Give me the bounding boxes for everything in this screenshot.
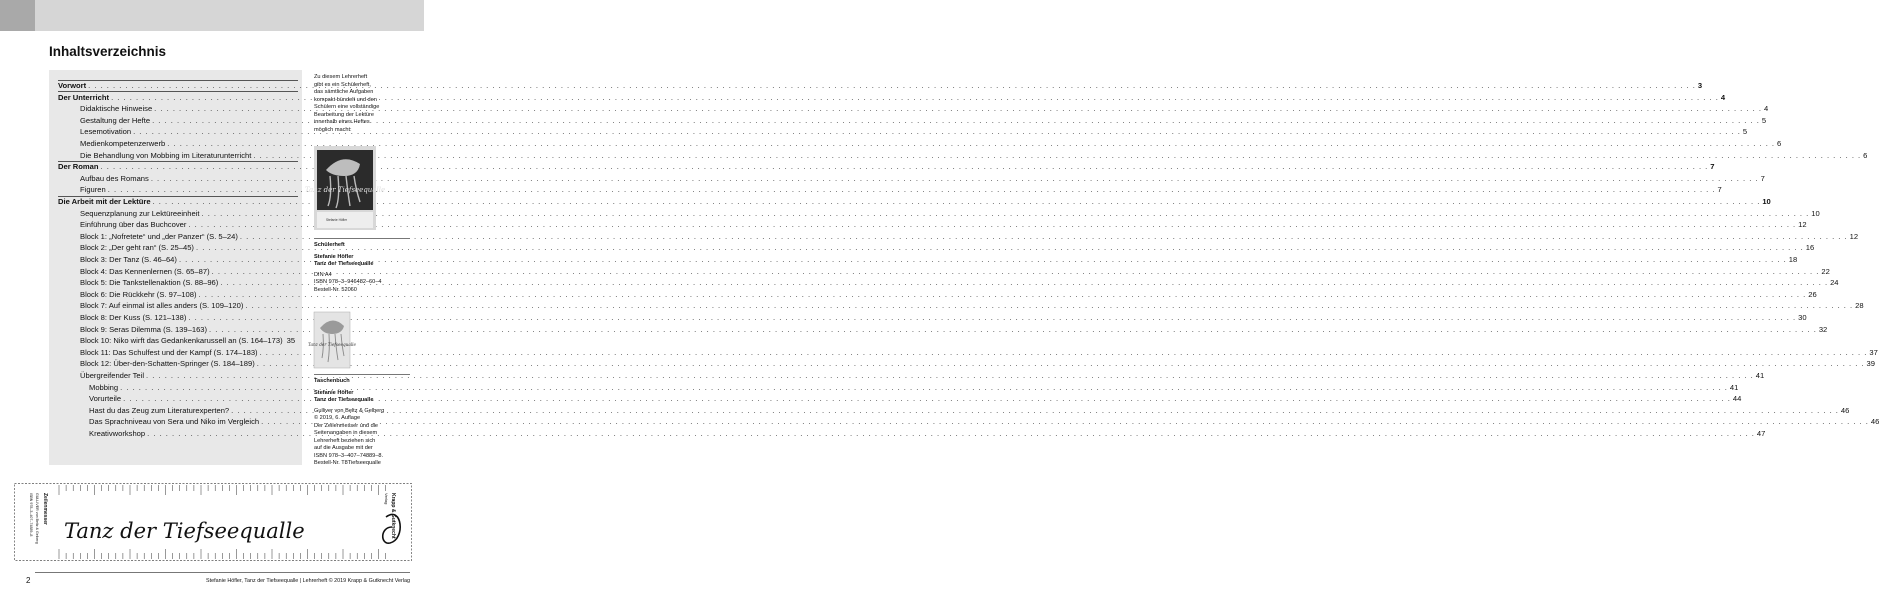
toc-entry-label: Block 2: „Der geht ran“ (S. 25–45): [80, 243, 194, 253]
schuelerheft-cover-title: Tanz der Tiefseequalle: [304, 186, 386, 194]
toc-entry-label: Figuren: [80, 185, 106, 195]
toc-entry-page: 18: [1788, 255, 1798, 264]
toc-leader-dots: [240, 232, 1848, 242]
toc-leader-dots: [245, 301, 1853, 311]
toc-entry-page: 6: [1777, 139, 1782, 148]
schuelerheft-detail: Bestell-Nr. 52060: [314, 286, 357, 293]
toc-entry-label: Gestaltung der Hefte: [80, 115, 151, 125]
bookmark-graphic: [14, 483, 412, 561]
toc-entry-page: 41: [1729, 382, 1739, 392]
toc-entry-page: 3: [1697, 81, 1703, 90]
toc-entry-label: Die Behandlung von Mobbing im Literaturunterricht: [80, 150, 252, 160]
toc-entry-label: Vorwort: [58, 81, 87, 90]
toc-entry-page: 24: [1830, 278, 1839, 288]
taschenbuch-detail: Bestell-Nr. T8Tiefseequalle: [314, 460, 381, 466]
toc-leader-dots: [261, 417, 1869, 427]
taschenbuch-detail: Lehrerheft beziehen sich: [314, 437, 376, 444]
toc-entry: [80, 150, 1868, 161]
schuelerheft-cover-author: Stefanie Höfler: [326, 218, 348, 222]
toc-entry-page: 10: [1811, 208, 1820, 218]
sidebar-intro-line: gibt es ein Schülerheft,: [314, 81, 371, 88]
bookmark-left-isbn: ISBN 978–3–407–74889–8: [29, 493, 33, 537]
toc-entry-page: 7: [1710, 162, 1715, 172]
sidebar-divider: [314, 374, 410, 375]
toc-entry-label: Lesemotivation: [80, 127, 132, 137]
taschenbuch-cover-title: Tanz der Tiefseequalle: [308, 342, 356, 347]
toc-leader-dots: [199, 290, 1807, 300]
toc-entry-label: Die Arbeit mit der Lektüre: [58, 197, 151, 206]
header-corner-block: [0, 0, 35, 31]
toc-leader-dots: [196, 243, 1804, 253]
toc-entry-label: Medienkompetenzerwerb: [80, 139, 166, 148]
toc-entry-label: Sequenzplanung zur Lektüreeinheit: [80, 208, 200, 218]
toc-leader-dots: [147, 429, 1755, 439]
toc-entry-label: Block 8: Der Kuss (S. 121–138): [80, 313, 187, 322]
toc-entry: [80, 324, 1828, 335]
bookmark-title: Tanz der Tiefseequalle: [64, 519, 305, 543]
toc-entry: [80, 301, 1864, 311]
toc-entry-label: Der Roman: [58, 162, 99, 172]
toc-section-separator: [58, 196, 298, 197]
taschenbuch-info: [314, 378, 384, 468]
toc-entry-page: 10: [1762, 197, 1771, 206]
taschenbuch-line: Stefanie Höfler: [314, 389, 354, 396]
toc-section-separator: [58, 161, 298, 162]
toc-leader-dots: [220, 278, 1828, 288]
toc-entry-label: Block 12: Über-den-Schatten-Springer (S. 184–189): [80, 359, 255, 369]
toc-entry: [58, 162, 1715, 172]
toc-entry-label: Block 4: Das Kennenlernen (S. 65–87): [80, 266, 210, 276]
toc-entry-page: 7: [1760, 173, 1765, 183]
toc-entry-page: 12: [1849, 231, 1859, 241]
toc-entry-page: 47: [1756, 429, 1766, 438]
toc-entry-page: 46: [1870, 417, 1879, 427]
toc-leader-dots: [253, 151, 1861, 161]
toc-entry-page: 32: [1818, 324, 1828, 334]
toc-entry: [80, 359, 1875, 369]
bookmark-left-sub: GULLIVER von Beltz & Gelberg: [35, 493, 39, 544]
toc-entry-label: Block 5: Die Tankstellenaktion (S. 88–96): [80, 278, 219, 288]
schuelerheft-info: [314, 242, 382, 294]
schuelerheft-line: Stefanie Höfler: [314, 253, 354, 260]
toc-entry-label: Vorurteile: [89, 394, 122, 404]
toc-leader-dots: [154, 104, 1762, 114]
toc-section-separator: [58, 80, 298, 81]
toc-leader-dots: [209, 325, 1817, 335]
toc-entry-page: 5: [1761, 115, 1767, 125]
toc-entry: [80, 139, 1782, 149]
sidebar-intro-line: Bearbeitung der Lektüre: [314, 111, 375, 118]
toc-leader-dots: [151, 174, 1759, 184]
schuelerheft-detail: DIN A4: [314, 271, 332, 278]
taschenbuch-cover-art: [308, 312, 356, 368]
toc-section-separator: [58, 91, 298, 92]
page-number: 2: [26, 576, 31, 585]
taschenbuch-detail: ISBN 978–3–407–74889–8.: [314, 452, 384, 459]
bookmark-left-label: Zeilenmesser: [42, 493, 48, 525]
toc-leader-dots: [212, 267, 1820, 277]
toc-entry: [80, 173, 1765, 184]
toc-entry-label: Aufbau des Romans: [80, 173, 149, 183]
bookmark-right-sub: Verlag: [384, 493, 389, 505]
toc-entry-page: 26: [1808, 289, 1817, 299]
toc-leader-dots: [153, 197, 1761, 207]
toc-entry-label: Block 7: Auf einmal ist alles anders (S. 109–120): [80, 301, 244, 311]
toc-entry-page: 39: [1866, 359, 1875, 369]
toc-entry-page: 28: [1855, 301, 1864, 311]
schuelerheft-heading: Schülerheft: [314, 242, 345, 248]
toc-entry-label: Didaktische Hinweise: [80, 104, 153, 114]
toc-entry-page: 22: [1821, 266, 1830, 276]
sidebar-intro: [314, 74, 379, 134]
toc-entry-page: 46: [1840, 405, 1850, 415]
toc-entry-page: 30: [1798, 313, 1807, 322]
toc-entry-label: Das Sprachniveau von Sera und Niko im Vergleich: [89, 417, 260, 427]
toc-leader-dots: [201, 209, 1809, 219]
toc-entry-page: 35: [286, 336, 296, 346]
page-title: Inhaltsverzeichnis: [49, 44, 167, 59]
taschenbuch-detail: auf die Ausgabe mit der: [314, 445, 373, 451]
toc-entry: [80, 231, 1859, 242]
toc-entry-label: Block 1: „Nofretete“ und „der Panzer“ (S. 5–24): [80, 231, 238, 241]
toc-entry-label: Der Unterricht: [58, 92, 110, 102]
taschenbuch-detail: Der Zeilenmesser und die: [314, 422, 379, 429]
footer-text: Stefanie Höfler, Tanz der Tiefseequalle | Lehrerheft © 2019 Krapp & Gutknecht Verlag: [206, 578, 410, 584]
toc-entry-label: Einführung über das Buchcover: [80, 220, 187, 230]
schuelerheft-detail: ISBN 978–3–946482–60–4: [314, 279, 382, 285]
sidebar-intro-line: innerhalb eines Heftes: [314, 119, 370, 125]
toc-leader-dots: [260, 348, 1868, 358]
toc-entry-label: Block 9: Seras Dilemma (S. 139–163): [80, 324, 208, 334]
toc-entry-page: 6: [1863, 150, 1868, 160]
schuelerheft-cover-art: [304, 146, 386, 230]
toc-entry-page: 37: [1869, 347, 1878, 357]
taschenbuch-cover: [308, 312, 356, 368]
toc-leader-dots: [231, 406, 1839, 416]
toc-entry-page: 4: [1720, 92, 1726, 102]
sidebar-intro-line: Zu diesem Lehrerheft: [314, 74, 368, 80]
toc-leader-dots: [167, 139, 1775, 149]
bookmark-right-label: Krapp & Gutknecht: [390, 493, 396, 539]
schuelerheft-cover: [304, 146, 386, 230]
toc-leader-dots: [152, 116, 1760, 126]
sidebar-intro-line: möglich macht:: [314, 126, 352, 133]
toc-leader-dots: [146, 371, 1754, 381]
toc-entry-page: 44: [1732, 394, 1742, 404]
taschenbuch-heading: Taschenbuch: [314, 378, 350, 384]
toc-entry: [80, 208, 1820, 219]
toc-entry-label: Block 10: Niko wirft das Gedankenkarussell an (S. 164–173): [80, 336, 283, 346]
toc-entry-label: Block 11: Das Schulfest und der Kampf (S. 174–183): [80, 347, 258, 357]
toc-entry-page: 7: [1717, 185, 1722, 195]
toc-entry-page: 16: [1805, 243, 1815, 253]
sidebar-intro-line: kompakt bündelt und den: [314, 96, 377, 103]
taschenbuch-line: Tanz der Tiefseequalle: [314, 397, 374, 403]
toc-entry: [58, 197, 1771, 207]
toc-leader-dots: [188, 313, 1796, 323]
toc-entry: [80, 347, 1878, 358]
header-bar: [35, 0, 424, 31]
toc-entry-page: 12: [1798, 220, 1807, 230]
toc-entry-page: 5: [1742, 127, 1748, 137]
bookmark-zeilenmesser: [14, 483, 412, 561]
toc-leader-dots: [257, 359, 1865, 369]
taschenbuch-detail: Seitenangaben in diesem: [314, 430, 378, 436]
sidebar-intro-line: Schülern eine vollständige: [314, 104, 380, 110]
sidebar-intro-line: das sämtliche Aufgaben: [314, 89, 374, 95]
toc-entry-page: 4: [1763, 104, 1769, 114]
toc-entry-label: Kreativworkshop: [89, 429, 146, 438]
toc-entry-label: Block 3: Der Tanz (S. 46–64): [80, 255, 177, 264]
toc-entry: [80, 313, 1807, 323]
toc-entry-label: Block 6: Die Rückkehr (S. 97–108): [80, 289, 197, 299]
toc-leader-dots: [179, 255, 1787, 265]
toc-entry-label: Übergreifender Teil: [80, 371, 145, 380]
toc-entry: [80, 336, 295, 346]
sidebar-divider: [314, 238, 410, 239]
toc-entry-label: Hast du das Zeug zum Literaturexperten?: [89, 405, 230, 415]
toc-leader-dots: [188, 220, 1796, 230]
footer-divider: [35, 572, 410, 573]
toc-entry-label: Mobbing: [89, 382, 119, 392]
taschenbuch-detail: Gulliver von Beltz & Gelberg: [314, 407, 385, 414]
schuelerheft-line: Tanz der Tiefseequalle: [314, 261, 374, 267]
taschenbuch-detail: © 2019, 6. Auflage: [314, 415, 361, 421]
toc-entry-page: 41: [1755, 371, 1765, 380]
